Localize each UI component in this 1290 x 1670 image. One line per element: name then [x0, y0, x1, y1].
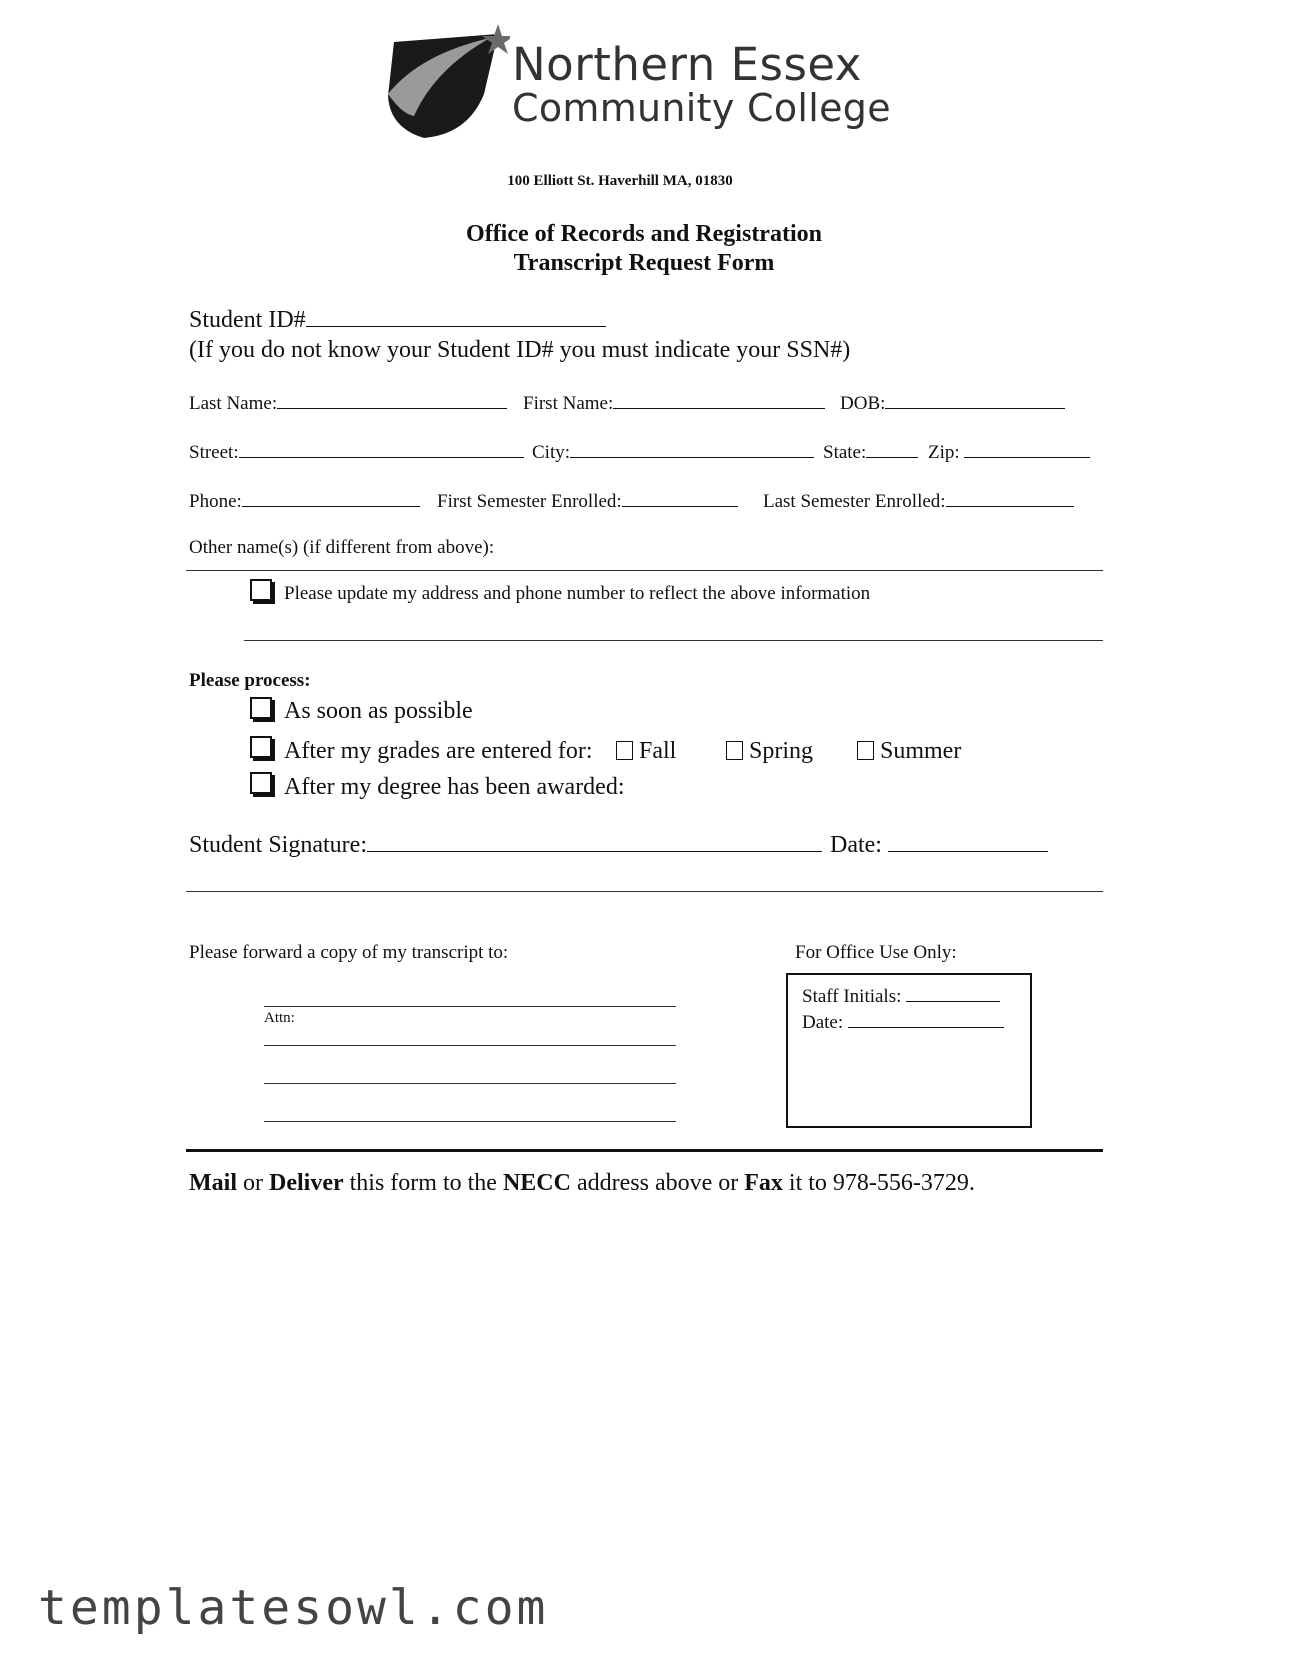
first-semester-label: First Semester Enrolled:	[437, 491, 622, 512]
phone-field[interactable]	[189, 488, 420, 513]
asap-label: As soon as possible	[284, 698, 473, 724]
attn-label: Attn:	[264, 1010, 295, 1026]
last-semester-field[interactable]	[763, 488, 1074, 513]
deliver-word: Deliver	[269, 1170, 344, 1196]
instructions-text-1: this form to the	[349, 1170, 497, 1196]
asap-checkbox[interactable]	[250, 697, 272, 719]
state-label: State:	[823, 442, 867, 463]
state-field[interactable]	[823, 439, 918, 464]
necc-word: NECC	[502, 1170, 571, 1196]
summer-option[interactable]	[857, 738, 961, 765]
divider-line	[186, 891, 1103, 892]
forward-line-2[interactable]	[264, 1045, 676, 1046]
mail-word: Mail	[189, 1170, 237, 1196]
student-id-field[interactable]	[189, 307, 606, 334]
office-title: Office of Records and Registration	[466, 221, 822, 247]
fall-checkbox[interactable]	[616, 741, 633, 760]
other-names-line[interactable]	[186, 570, 1103, 571]
fax-word: Fax	[744, 1170, 783, 1196]
fax-number-text: it to 978-556-3729.	[788, 1170, 975, 1196]
last-name-field[interactable]	[189, 390, 507, 415]
office-use-box	[786, 973, 1032, 1128]
forward-line-1[interactable]	[264, 1006, 676, 1007]
phone-label: Phone:	[189, 491, 242, 512]
spring-label: Spring	[749, 738, 814, 764]
spring-checkbox[interactable]	[726, 741, 743, 760]
divider-line	[244, 640, 1103, 641]
college-logo	[380, 24, 920, 142]
watermark: templatesowl.com	[38, 1580, 549, 1636]
signature-date-label: Date:	[830, 832, 882, 858]
signature-field[interactable]	[189, 832, 822, 859]
college-address: 100 Elliott St. Haverhill MA, 01830	[507, 173, 733, 189]
signature-label: Student Signature:	[189, 832, 367, 858]
shield-star-icon	[380, 24, 510, 142]
summer-label: Summer	[880, 738, 962, 764]
forward-line-3[interactable]	[264, 1083, 676, 1084]
process-label: Please process:	[189, 670, 311, 691]
first-semester-field[interactable]	[437, 488, 738, 513]
zip-label: Zip:	[928, 442, 960, 463]
instructions-text-2: address above or	[576, 1170, 739, 1196]
last-name-label: Last Name:	[189, 393, 278, 414]
office-date-label: Date:	[802, 1012, 844, 1033]
forward-line-4[interactable]	[264, 1121, 676, 1122]
mail-instructions	[189, 1170, 975, 1197]
last-semester-label: Last Semester Enrolled:	[763, 491, 946, 512]
or-word: or	[243, 1170, 263, 1196]
street-label: Street:	[189, 442, 239, 463]
office-use-label: For Office Use Only:	[795, 942, 957, 963]
fall-label: Fall	[639, 738, 677, 764]
signature-date-field[interactable]	[830, 832, 1048, 859]
other-names-label: Other name(s) (if different from above):	[189, 537, 495, 558]
office-date-field	[802, 1009, 1004, 1034]
ssn-note: (If you do not know your Student ID# you must indicate your SSN#)	[189, 337, 851, 363]
forward-label: Please forward a copy of my transcript to:	[189, 942, 509, 963]
zip-field[interactable]	[928, 439, 1090, 464]
after-grades-label: After my grades are entered for:	[284, 738, 593, 764]
student-id-label: Student ID#	[189, 307, 306, 333]
street-field[interactable]	[189, 439, 524, 464]
form-title: Transcript Request Form	[513, 250, 775, 276]
after-degree-checkbox[interactable]	[250, 772, 272, 794]
fall-option[interactable]	[616, 738, 676, 765]
after-degree-label: After my degree has been awarded:	[284, 774, 625, 800]
city-label: City:	[532, 442, 571, 463]
update-address-checkbox[interactable]	[250, 579, 272, 601]
dob-field[interactable]	[840, 390, 1065, 415]
summer-checkbox[interactable]	[857, 741, 874, 760]
first-name-field[interactable]	[523, 390, 825, 415]
dob-label: DOB:	[840, 393, 886, 414]
spring-option[interactable]	[726, 738, 813, 765]
after-grades-checkbox[interactable]	[250, 736, 272, 758]
logo-text-line1: Northern Essex	[512, 38, 862, 91]
staff-initials-field	[802, 983, 1000, 1008]
first-name-label: First Name:	[523, 393, 614, 414]
heavy-divider	[186, 1149, 1103, 1152]
city-field[interactable]	[532, 439, 814, 464]
staff-initials-label: Staff Initials:	[802, 986, 902, 1007]
logo-text-line2: Community College	[512, 86, 891, 130]
update-address-label: Please update my address and phone number to reflect the above information	[284, 583, 871, 604]
